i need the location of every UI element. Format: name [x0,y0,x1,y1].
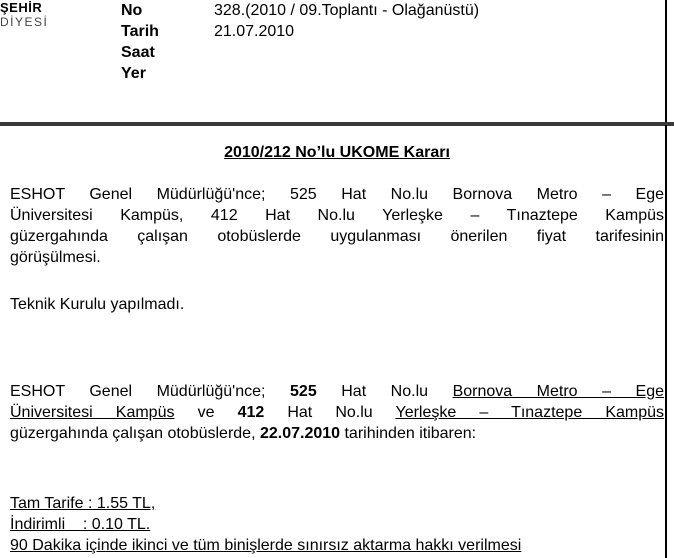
header-right-border [665,0,667,125]
logo-line-2: DİYESİ [0,15,49,29]
meta-label-place: Yer [121,65,146,82]
tariff-list [10,493,664,556]
body-right-border [665,125,667,558]
decision-text: ESHOT Genel Müdürlüğü'nce; [10,383,291,400]
full-fare: Tam Tarife : 1.55 TL, [10,495,156,512]
decision-line-3 [10,423,664,444]
route-525-name: Bornova Metro – Ege [452,383,665,400]
decision-text: tarihinden itibaren: [340,425,477,442]
agenda-line-3: güzergahında çalışan otobüslerde uygulanması önerilen fiyat tarifesinin [10,228,664,245]
meta-value-date: 21.07.2010 [214,23,295,40]
decision-title: 2010/212 No’lu UKOME Kararı [224,144,450,161]
meta-value-no: 328.(2010 / 09.Toplantı - Olağanüstü) [214,2,480,19]
technical-committee-note: Teknik Kurulu yapılmadı. [10,296,185,313]
decision-line-2 [10,402,664,423]
meta-row-no [121,0,479,21]
route-412-name: Yerleşke – Tınaztepe Kampüs [395,404,665,421]
transfer-right: 90 Dakika içinde ikinci ve tüm binişlerde sınırsız aktarma hakkı verilmesi [10,537,522,554]
meta-label-no: No [121,2,143,19]
decision-text: Hat No.lu [316,383,453,400]
meta-row-time [121,42,479,63]
discounted-fare: İndirimli : 0.10 TL. [10,516,151,533]
agenda-paragraph [10,184,664,268]
organization-logo-text [0,0,48,30]
header-divider [0,122,674,126]
meeting-info [121,0,479,84]
route-525-name-cont: Üniversitesi Kampüs [10,404,175,421]
route-412: 412 [237,404,265,421]
decision-text: ve [174,404,238,421]
decision-text: güzergahında çalışan otobüslerde, [10,425,260,442]
logo-line-1: ŞEHİR [0,0,43,15]
agenda-line-2: Üniversitesi Kampüs, 412 Hat No.lu Yerleşke – Tınaztepe Kampüs [10,207,664,224]
decision-paragraph [10,381,664,444]
meta-label-date: Tarih [121,23,159,40]
decision-text: Hat No.lu [264,404,396,421]
agenda-line-4: görüşülmesi. [10,249,101,266]
route-525: 525 [290,383,317,400]
effective-date: 22.07.2010 [259,425,341,442]
agenda-line-1: ESHOT Genel Müdürlüğü'nce; 525 Hat No.lu Bornova Metro – Ege [10,186,664,203]
meta-label-time: Saat [121,44,155,61]
meta-row-place [121,63,479,84]
meta-row-date [121,21,479,42]
decision-line-1 [10,381,664,402]
